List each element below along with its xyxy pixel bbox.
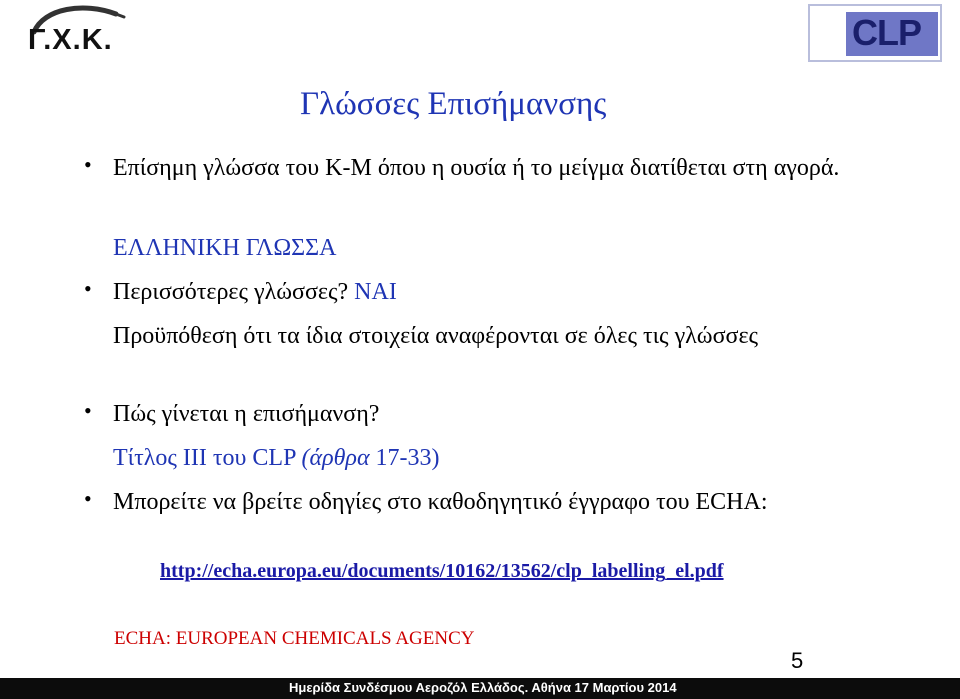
page-title: Γλώσσες Επισήμανσης: [300, 86, 607, 122]
item-more-languages: [113, 276, 885, 308]
item-how-labelling: Πώς γίνεται η επισήμανση?: [113, 401, 380, 427]
more-languages-answer: ΝΑΙ: [354, 279, 397, 305]
footer-bar: [0, 678, 960, 699]
guidance-link[interactable]: http://echa.europa.eu/documents/10162/13562/clp_labelling_el.pdf: [160, 560, 724, 582]
item-condition: Προϋπόθεση ότι τα ίδια στοιχεία αναφέρονται σε όλες τις γλώσσες: [113, 323, 759, 349]
more-languages-question: Περισσότερες γλώσσες?: [113, 279, 349, 305]
page-number: 5: [791, 648, 804, 673]
title-iii-part-a: Τίτλος ΙΙΙ του CLP: [113, 445, 302, 471]
footer-text: Ημερίδα Συνδέσμου Αεροζόλ Ελλάδος. Αθήνα 17 Μαρτίου 2014: [289, 680, 677, 695]
gxk-logo-text: Γ.Χ.Κ.: [28, 24, 113, 56]
title-iii-part-c: 17-33): [369, 445, 440, 471]
gxk-logo: [20, 4, 160, 66]
clp-logo-text: CLP: [852, 12, 921, 53]
item-guidance: Μπορείτε να βρείτε οδηγίες στο καθοδηγητικό έγγραφο του ECHA:: [113, 489, 768, 515]
item-greek-language: ΕΛΛΗΝΙΚΗ ΓΛΩΣΣΑ: [113, 235, 337, 261]
bullet-3: •: [84, 398, 92, 423]
bullet-1: •: [84, 152, 92, 177]
clp-logo: [808, 4, 942, 62]
item-official-language: Επίσημη γλώσσα του Κ-Μ όπου η ουσία ή το μείγμα διατίθεται στη αγορά.: [113, 155, 840, 181]
title-iii-part-b: (άρθρα: [301, 445, 370, 471]
bullet-4: •: [84, 486, 92, 511]
bullet-2: •: [84, 276, 92, 301]
echa-label: ECHA: EUROPEAN CHEMICALS AGENCY: [114, 628, 475, 649]
item-title-iii: [113, 442, 885, 474]
